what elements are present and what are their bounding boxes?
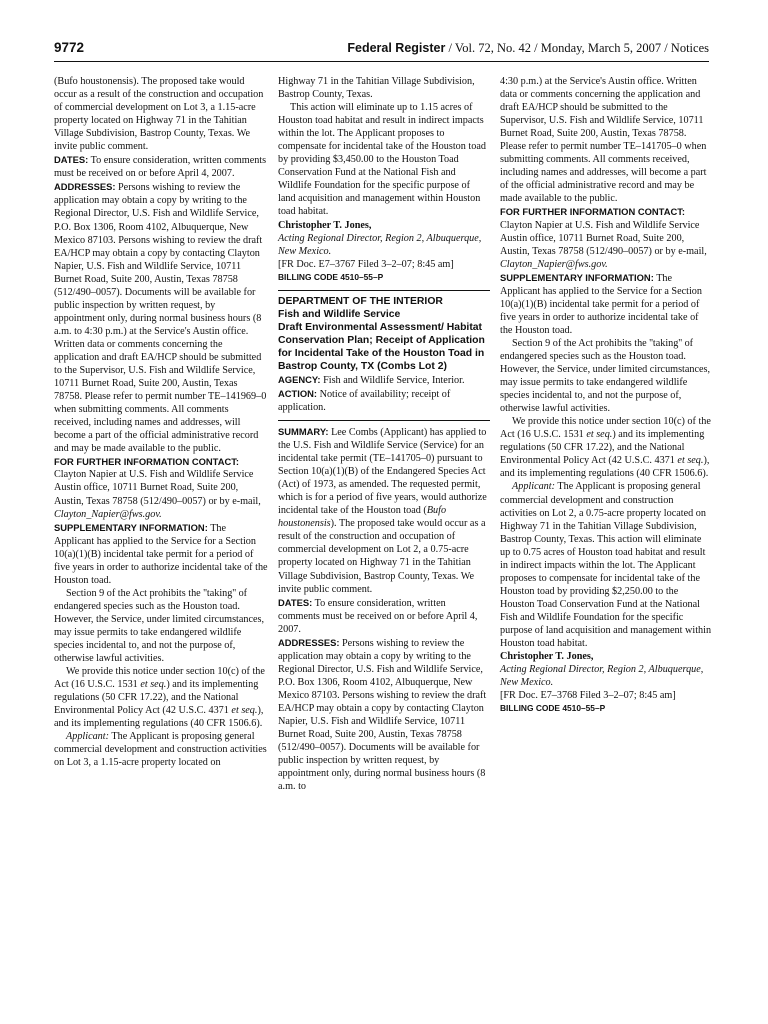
signer-title: Acting Regional Director, Region 2, Albuquerque, New Mexico.: [278, 232, 482, 257]
addresses-section: [278, 636, 490, 794]
supplementary-section: [54, 521, 268, 587]
divider: [278, 290, 490, 291]
dates-text: To ensure consideration, written comments must be received on or before April 4, 2007.: [54, 155, 267, 180]
divider: [278, 420, 490, 421]
summary-section: [278, 425, 490, 596]
addresses-label: ADDRESSES:: [278, 636, 340, 648]
summary-label: SUMMARY:: [278, 425, 329, 437]
text-run: ) and its implementing regulations (50 CFR 17.22), and the National Environmental Policy Act (42 U.S.C. 4371: [500, 429, 705, 467]
paragraph: Section 9 of the Act prohibits the ''taking'' of endangered species such as the Houston toad. However, the Service, under limited circumstances, may issue permits to take endangered wildlife species incidental to, and not the purpose of, otherwise lawful activities.: [54, 587, 265, 665]
dates-label: DATES:: [54, 154, 89, 166]
column-1: [54, 75, 268, 769]
supplementary-section: [500, 271, 712, 337]
contact-text: Clayton Napier at U.S. Fish and Wildlife Service Austin office, 10711 Burnet Road, Suite 200, Austin, Texas 78758 (512/490–0057) or by e-mail,: [54, 469, 261, 507]
email-link[interactable]: Clayton_Napier@fws.gov.: [500, 258, 608, 270]
running-head: [347, 41, 709, 56]
addresses-text: Persons wishing to review the application may obtain a copy by writing to the Regional Director, U.S. Fish and Wildlife Service, P.O. Box 1306, Room 4102, Albuquerque, New Mexico 87103. Persons wishing to review the draft EA/HCP may obtain a copy by contacting Clayton Napier, U.S. Fish and Wildlife Service, 10711 Burnet Road, Suite 200, Austin, Texas 78758 (512/490–0057). Documents will be available for public inspection by written request, by appointment only, during normal business hours (8 a.m. to: [278, 637, 487, 793]
text-run: We provide this notice under section 10(c) of the Act (16 U.S.C. 1531: [54, 666, 265, 691]
department-heading: DEPARTMENT OF THE INTERIOR: [278, 295, 443, 307]
text-run: et seq.: [677, 455, 704, 467]
paragraph: [54, 730, 268, 769]
text-run: et seq.: [231, 705, 258, 717]
supplementary-text: The Applicant has applied to the Service for a Section 10(a)(1)(B) incidental take permit for a period of five years in order to authorize incidental take of the Houston toad.: [54, 522, 268, 586]
applicant-text: The Applicant is proposing general commercial development and construction activities on Lot 3, a 1.15-acre property located on: [54, 731, 267, 769]
document-title: Draft Environmental Assessment/ Habitat Conservation Plan; Receipt of Application for Incidental Take of the Houston Toad in Bastrop County, TX (Combs Lot 2): [278, 321, 485, 372]
agency-text: Fish and Wildlife Service, Interior.: [320, 374, 465, 386]
text-run: Lee Combs (Applicant) has applied to the U.S. Fish and Wildlife Service (Service) for an incidental take permit (TE–141705–0) pursuant to Section 10(a)(1)(B) of the Endangered Species Act (Act) of 1973, as amended. The requested permit, which is for a period of five years, would authorize incidental take of the Houston toad (: [278, 426, 487, 517]
column-3: [500, 75, 712, 715]
applicant-label: Applicant:: [66, 731, 110, 743]
paragraph: [54, 665, 268, 730]
dates-label: DATES:: [278, 596, 313, 608]
signer-name: Christopher T. Jones,: [278, 219, 372, 231]
journal-name: Federal Register: [347, 41, 446, 55]
text-run: ) and its implementing regulations (50 CFR 17.22), and the National Environmental Policy Act (42 U.S.C. 4371: [54, 679, 259, 717]
applicant-text: The Applicant is proposing general commercial development and construction activities on Lot 2, a 0.75-acre property located on Highway 71 in the Tahitian Village Subdivision, Bastrop County, Texas. This action will eliminate up to 0.75 acres of Houston toad habitat and result in indirect impacts within the lot. The Applicant proposes to compensate for incidental take of the Houston toad by providing $2,250.00 to the Houston Toad Conservation Fund at the National Fish and Wildlife Foundation for the specific purpose of land acquisition and management within Houston toad habitat.: [500, 481, 712, 650]
agency-section: [278, 373, 490, 387]
applicant-label: Applicant:: [512, 481, 556, 493]
text-run: et seq.: [140, 679, 167, 691]
fr-doc: [FR Doc. E7–3767 Filed 3–2–07; 8:45 am]: [278, 258, 454, 270]
signer-name: Christopher T. Jones,: [500, 651, 594, 663]
billing-code: BILLING CODE 4510–55–P: [500, 703, 606, 714]
supplementary-label: SUPPLEMENTARY INFORMATION:: [500, 271, 654, 283]
dates-section: [54, 153, 268, 180]
agency-label: AGENCY:: [278, 373, 321, 385]
addresses-text: Persons wishing to review the application may obtain a copy by writing to the Regional Director, U.S. Fish and Wildlife Service, P.O. Box 1306, Room 4102, Albuquerque, New Mexico 87103. Persons wishing to review the draft EA/HCP may obtain a copy by contacting Clayton Napier, U.S. Fish and Wildlife Service, 10711 Burnet Road, Suite 200, Austin, Texas 78758 (512/490–0057). Documents will be available for public inspection by written request, by appointment only, during normal business hours (8 a.m. to 4:30 p.m.) at the Service's Austin office. Written data or comments concerning the application and draft EA/HCP should be submitted to the Supervisor, U.S. Fish and Wildlife Service, 10711 Burnet Road, Suite 200, Austin, Texas 78758. Please refer to permit number TE–141969–0 when submitting comments. All comments received, including names and addresses, will become a part of the official administrative record and may be made available to the public.: [54, 182, 267, 455]
action-section: [278, 387, 490, 414]
paragraph: (Bufo houstonensis). The proposed take would occur as a result of the construction and occupation of commercial development on Lot 3, a 1.15-acre property located on Highway 71 in the Tahitian Village Subdivision, Bastrop County, Texas. We invite public comment.: [54, 76, 264, 153]
dates-section: [278, 596, 490, 636]
action-text: Notice of availability; receipt of application.: [278, 388, 451, 413]
text-run: Bufo houstonensis: [278, 505, 447, 530]
email-link[interactable]: Clayton_Napier@fws.gov.: [54, 508, 162, 520]
action-label: ACTION:: [278, 387, 318, 399]
text-run: ), and its implementing regulations (40 CFR 1506.6).: [500, 455, 710, 480]
paragraph: [500, 480, 712, 650]
addresses-section: [54, 180, 268, 455]
contact-section: [500, 219, 712, 271]
issue-info: / Vol. 72, No. 42 / Monday, March 5, 2007 / Notices: [445, 41, 709, 55]
paragraph: This action will eliminate up to 1.15 acres of Houston toad habitat and result in indirect impacts within the lot. The Applicant proposes to compensate for incidental take of the Houston toad by providing $3,450.00 to the Houston Toad Conservation Fund at the National Fish and Wildlife Foundation for the specific purpose of land acquisition and management within Houston toad habitat.: [278, 102, 486, 218]
text-run: et seq.: [586, 429, 613, 441]
contact-label: FOR FURTHER INFORMATION CONTACT:: [54, 456, 240, 468]
text-run: We provide this notice under section 10(c) of the Act (16 U.S.C. 1531: [500, 416, 711, 441]
contact-section: [54, 468, 268, 520]
text-run: ). The proposed take would occur as a result of the construction and occupation of commercial development on Lot 2, a 0.75-acre property located on Highway 71 in the Tahitian Village Subdivision, Bastrop County, Texas. We invite public comment.: [278, 518, 486, 595]
column-2: [278, 75, 490, 793]
paragraph: [500, 415, 712, 480]
supplementary-text: The Applicant has applied to the Service for a Section 10(a)(1)(B) incidental take permit for a period of five years in order to authorize incidental take of the Houston toad.: [500, 272, 702, 336]
dates-text: To ensure consideration, written comments must be received on or before April 4, 2007.: [278, 597, 478, 635]
text-run: ), and its implementing regulations (40 CFR 1506.6).: [54, 705, 264, 730]
paragraph: 4:30 p.m.) at the Service's Austin office. Written data or comments concerning the application and draft EA/HCP should be submitted to the Supervisor, U.S. Fish and Wildlife Service, 10711 Burnet Road, Suite 200, Austin, Texas 78758. Please refer to permit number TE–141705–0 when submitting comments. All comments received, including names and addresses, will become a part of the official administrative record and may be made available to the public.: [500, 76, 707, 205]
contact-label: FOR FURTHER INFORMATION CONTACT:: [500, 206, 686, 218]
paragraph: Highway 71 in the Tahitian Village Subdivision, Bastrop County, Texas.: [278, 76, 475, 101]
page-header: [54, 40, 709, 62]
paragraph: Section 9 of the Act prohibits the ''taking'' of endangered species such as the Houston toad. However, the Service, under limited circumstances, may issue permits to take endangered wildlife species incidental to, and not the purpose of, otherwise lawful activities.: [500, 337, 711, 415]
agency-heading: Fish and Wildlife Service: [278, 308, 401, 320]
addresses-label: ADDRESSES:: [54, 181, 116, 193]
page-number: 9772: [54, 40, 85, 55]
contact-text: Clayton Napier at U.S. Fish and Wildlife Service Austin office, 10711 Burnet Road, Suite 200, Austin, Texas 78758 (512/490–0057) or by e-mail,: [500, 219, 707, 257]
billing-code: BILLING CODE 4510–55–P: [278, 271, 384, 282]
signer-title: Acting Regional Director, Region 2, Albuquerque, New Mexico.: [500, 664, 704, 689]
supplementary-label: SUPPLEMENTARY INFORMATION:: [54, 521, 208, 533]
fr-doc: [FR Doc. E7–3768 Filed 3–2–07; 8:45 am]: [500, 690, 676, 702]
